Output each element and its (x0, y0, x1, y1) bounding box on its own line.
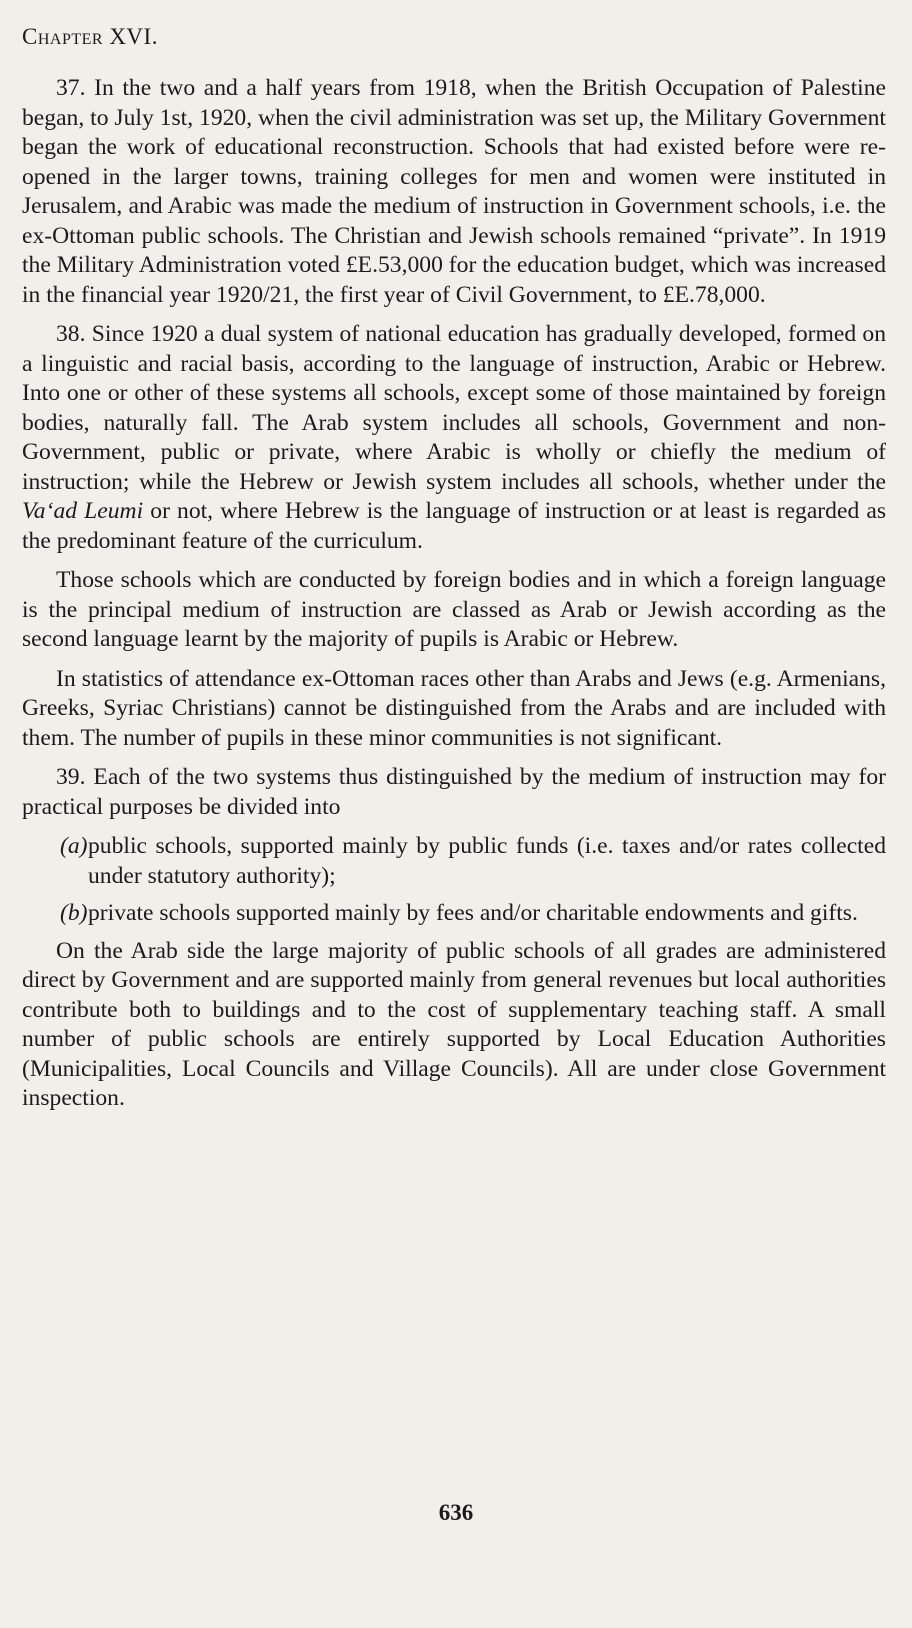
paragraph-statistics: In statistics of attendance ex-Ottoman races other than Arabs and Jews (e.g. Armenians, Greeks, Syriac Christians) cannot be distinguished from the Arabs and are included with them. The number of pupils in these minor communities is not significant. (22, 665, 886, 751)
list-item-b (22, 899, 886, 929)
paragraph-38-text-end: or not, where Hebrew is the language of instruction or at least is regarded as the predominant feature of the curriculum. (22, 498, 887, 554)
list-marker-a-text: (a) (60, 833, 88, 859)
list-marker-b (60, 899, 88, 929)
body-text (22, 74, 886, 1114)
paragraph-39: 39. Each of the two systems thus distinguished by the medium of instruction may for practical purposes be divided into (22, 764, 886, 820)
chapter-heading: Chapter XVI. (22, 24, 158, 49)
paragraph-arab-side: On the Arab side the large majority of public schools of all grades are administered direct by Government and are supported mainly from general revenues but local authorities contribute both to buildings and to the cost of supplementary teaching staff. A small number of public schools are entirely supported by Local Education Authorities (Municipalities, Local Councils and Village Councils). All are under close Government inspection. (22, 937, 886, 1111)
paragraph-37: 37. In the two and a half years from 1918, when the British Occupation of Palestine began, to July 1st, 1920, when the civil administration was set up, the Military Government began the work of educational reconstruction. Schools that had existed before were re-opened in the larger towns, training colleges for men and women were instituted in Jerusalem, and Arabic was made the medium of instruction in Government schools, i.e. the ex-Ottoman public schools. The Christian and Jewish schools remained “private”. In 1919 the Military Administration voted £E.53,000 for the education budget, which was increased in the financial year 1920/21, the first year of Civil Government, to £E.78,000. (22, 75, 886, 308)
page-number: 636 (438, 1500, 474, 1525)
paragraph-38 (22, 320, 886, 556)
list-item-a (22, 832, 886, 891)
paragraph-38-text-start: 38. Since 1920 a dual system of national education has gradually developed, formed on a linguistic and racial basis, according to the language of instruction, Arabic or Hebrew. Into one or other of these systems all schools, except some of those maintained by foreign bodies, naturally fall. The Arab system includes all schools, Government and non-Government, public or private, where Arabic is wholly or chiefly the medium of instruction; while the Hebrew or Jewish system includes all schools, whether under the (22, 321, 886, 495)
list-item-a-text: public schools, supported mainly by public funds (i.e. taxes and/or rates collected under statutory authority); (88, 833, 886, 889)
list-item-b-text: private schools supported mainly by fees and/or charitable endowments and gifts. (88, 900, 858, 926)
paragraph-38-italic-term: Va‘ad Leumi (22, 498, 144, 524)
list-marker-a (60, 832, 88, 862)
paragraph-foreign-schools: Those schools which are conducted by foreign bodies and in which a foreign language is the principal medium of instruction are classed as Arab or Jewish according as the second language learnt by the majority of pupils is Arabic or Hebrew. (22, 567, 886, 652)
list-marker-b-text: (b) (60, 900, 88, 926)
